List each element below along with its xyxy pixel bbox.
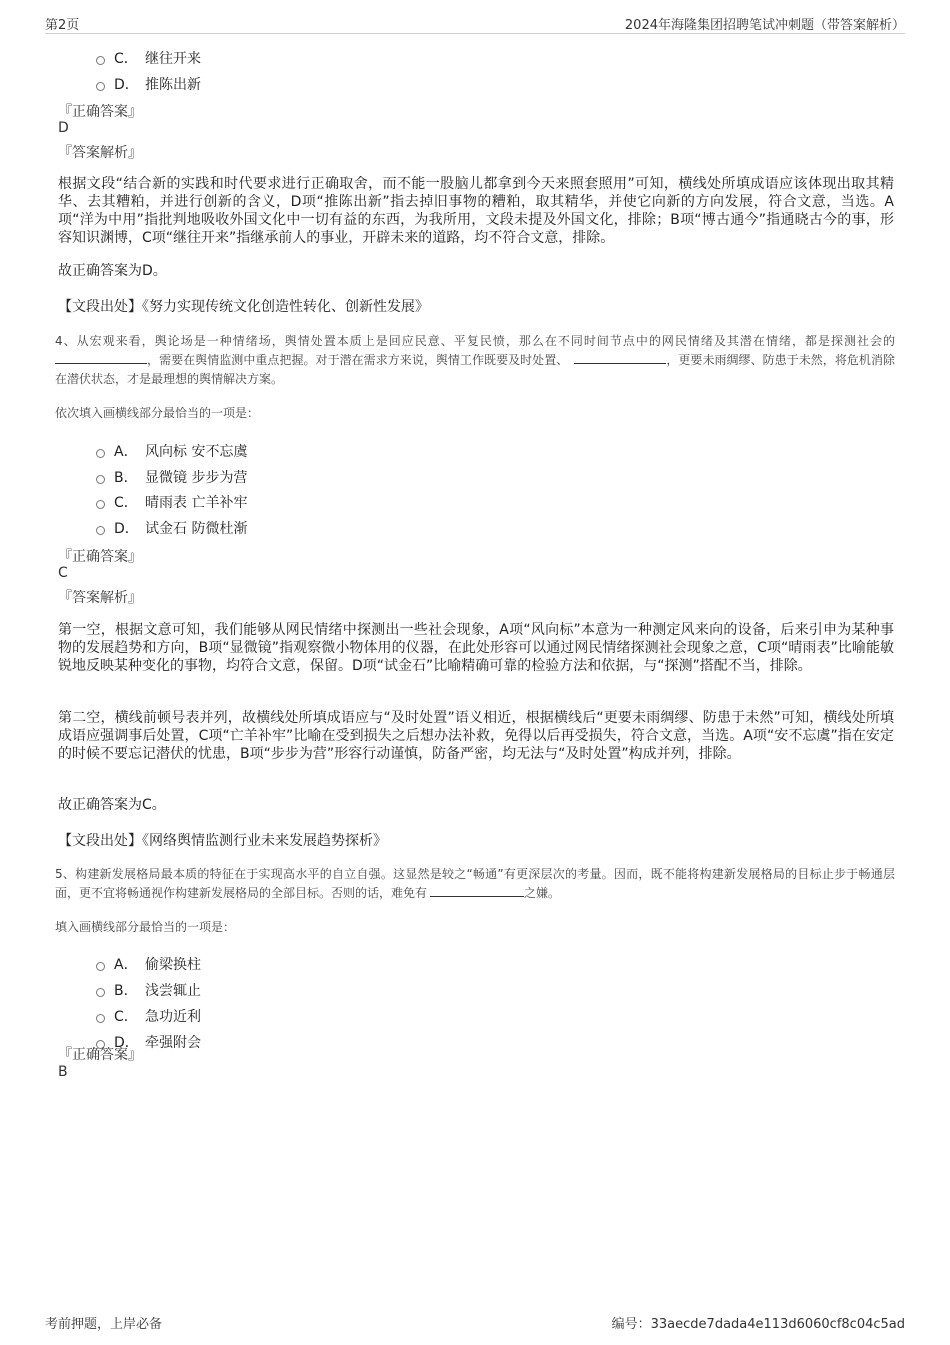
q4-analysis-1: 第一空，根据文意可知，我们能够从网民情绪中探测出一些社会现象，A项“风向标”本意为一种测定风来向的设备，后来引申为某种事物的发展趋势和方向，B项“显微镜”指观察微小物体用的仪器，在此处形容可以通过网民情绪探测社会现象之意，C项“晴雨表”比喻能敏锐地反映某种变化的事物，均符合文意，保留。D项“试金石”比喻精确可靠的检验方法和依据，与“探测”搭配不当，排除。 — [58, 622, 894, 674]
option-letter: C． — [114, 51, 138, 67]
q3-answer: D — [58, 120, 69, 136]
q4-option-a[interactable] — [96, 441, 247, 461]
q5-prompt: 填入画横线部分最恰当的一项是： — [55, 920, 236, 934]
q4-stem-part-b: ，需要在舆情监测中重点把握。对于潜在需求方来说，舆情工作既要及时处置、 — [147, 353, 569, 367]
radio-icon[interactable] — [96, 962, 105, 971]
radio-icon[interactable] — [96, 475, 105, 484]
q4-prompt: 依次填入画横线部分最恰当的一项是： — [55, 406, 260, 420]
q3-answer-label: 『正确答案』 — [58, 104, 142, 120]
q4-source: 【文段出处】《网络舆情监测行业未来发展趋势探析》 — [58, 833, 387, 849]
q4-answer: C — [58, 565, 68, 581]
fill-blank — [430, 884, 524, 897]
q3-conclusion: 故正确答案为D。 — [58, 263, 167, 279]
option-letter: B． — [114, 470, 138, 486]
q5-answer-label: 『正确答案』 — [58, 1047, 142, 1063]
option-letter: B． — [114, 983, 138, 999]
q4-option-b[interactable] — [96, 467, 247, 487]
q4-option-d[interactable] — [96, 518, 247, 538]
option-letter: D． — [114, 1035, 139, 1051]
fill-blank — [574, 351, 666, 364]
fill-blank — [55, 351, 147, 364]
radio-icon[interactable] — [96, 526, 105, 535]
option-text: 晴雨表 亡羊补牢 — [145, 495, 248, 511]
q4-stem — [55, 332, 895, 389]
radio-icon[interactable] — [96, 449, 105, 458]
option-text: 继往开来 — [145, 51, 201, 67]
q5-option-c[interactable] — [96, 1006, 201, 1026]
q4-analysis-label: 『答案解析』 — [58, 590, 142, 606]
option-text: 风向标 安不忘虞 — [145, 444, 248, 460]
radio-icon[interactable] — [96, 1014, 105, 1023]
q4-stem-part-a: 4、从宏观来看，舆论场是一种情绪场，舆情处置本质上是回应民意、平复民愤，那么在不同时间节点中的网民情绪及其潜在情绪，都是探测社会的 — [55, 334, 895, 348]
option-letter: A． — [114, 957, 138, 973]
q5-option-b[interactable] — [96, 980, 201, 1000]
option-text: 推陈出新 — [145, 77, 201, 93]
q5-answer: B — [58, 1064, 68, 1080]
q3-analysis-label: 『答案解析』 — [58, 145, 142, 161]
q5-stem-part-b: 之嫌。 — [524, 886, 561, 900]
footer-serial: 编号：33aecde7dada4e113d6060cf8c04c5ad — [611, 1317, 905, 1332]
option-text: 偷梁换柱 — [145, 957, 201, 973]
option-letter: D． — [114, 77, 139, 93]
page-number: 第2页 — [45, 18, 80, 33]
q4-option-c[interactable] — [96, 492, 247, 512]
footer-slogan: 考前押题，上岸必备 — [45, 1317, 163, 1332]
q4-analysis-2: 第二空，横线前顿号表并列，故横线处所填成语应与“及时处置”语义相近，根据横线后“更要未雨绸缪、防患于未然”可知，横线处所填成语应强调事后处置，C项“亡羊补牢”比喻在受到损失之后想办法补救，免得以后再受损失，符合文意，当选。A项“安不忘虞”指在安定的时候不要忘记潜伏的忧患，B项“步步为营”形容行动谨慎，防备严密，均无法与“及时处置”构成并列，排除。 — [58, 710, 894, 762]
option-text: 显微镜 步步为营 — [145, 470, 248, 486]
option-text: 急功近利 — [145, 1009, 201, 1025]
option-letter: C． — [114, 495, 138, 511]
header-divider — [45, 33, 905, 34]
radio-icon[interactable] — [96, 988, 105, 997]
q3-analysis: 根据文段“结合新的实践和时代要求进行正确取舍，而不能一股脑儿都拿到今天来照套照用”可知，横线处所填成语应该体现出取其精华、去其糟粕，并进行创新的含义，D项“推陈出新”指去掉旧事物的糟粕，取其精华，并使它向新的方向发展，符合文意，当选。A项“洋为中用”指批判地吸收外国文化中一切有益的东西，为我所用，文段未提及外国文化，排除；B项“博古通今”指通晓古今的事，形容知识渊博，C项“继往开来”指继承前人的事业，开辟未来的道路，均不符合文意，排除。 — [58, 176, 894, 246]
option-text: 牵强附会 — [145, 1035, 201, 1051]
q4-stem-part-c: ，更要未雨绸缪、防患于未然，将危机消除在潜伏状态，才是最理想的舆情解决方案。 — [55, 353, 895, 386]
option-text: 试金石 防微杜渐 — [145, 521, 248, 537]
q3-option-d[interactable] — [96, 74, 201, 94]
option-letter: A． — [114, 444, 138, 460]
q4-conclusion: 故正确答案为C。 — [58, 797, 166, 813]
q4-answer-label: 『正确答案』 — [58, 549, 142, 565]
q5-option-a[interactable] — [96, 954, 201, 974]
q5-stem — [55, 865, 895, 903]
radio-icon[interactable] — [96, 56, 105, 65]
option-letter: C． — [114, 1009, 138, 1025]
q3-source: 【文段出处】《努力实现传统文化创造性转化、创新性发展》 — [58, 299, 429, 315]
q5-stem-part-a: 5、构建新发展格局最本质的特征在于实现高水平的自立自强。这显然是较之“畅通”有更深层次的考量。因而，既不能将构建新发展格局的目标止步于畅通层面，更不宜将畅通视作构建新发展格局的全部目标。否则的话，难免有 — [55, 867, 895, 900]
radio-icon[interactable] — [96, 500, 105, 509]
q3-option-c[interactable] — [96, 48, 201, 68]
option-text: 浅尝辄止 — [145, 983, 201, 999]
document-title: 2024年海隆集团招聘笔试冲刺题（带答案解析） — [624, 18, 905, 33]
option-letter: D． — [114, 521, 139, 537]
radio-icon[interactable] — [96, 82, 105, 91]
